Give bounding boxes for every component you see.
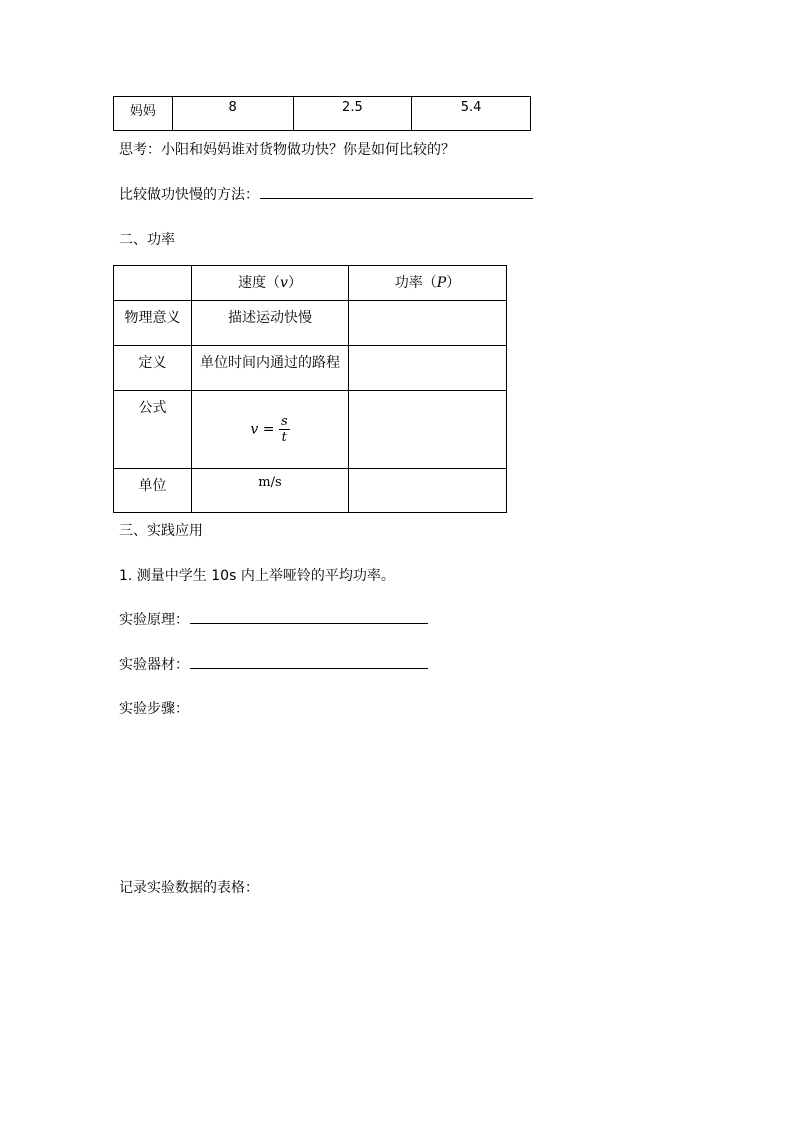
speed-power-table xyxy=(113,265,507,513)
record-table-label: 记录实验数据的表格： xyxy=(119,880,259,896)
table-row xyxy=(114,301,507,346)
equipment-label: 实验器材： xyxy=(119,657,189,673)
answer-line xyxy=(190,623,428,624)
formula-eq: = xyxy=(262,421,275,438)
power-cell xyxy=(349,301,507,346)
table-row xyxy=(114,391,507,469)
table-row xyxy=(114,469,507,513)
answer-line xyxy=(260,198,533,199)
table-header-power: 功率（P） xyxy=(349,266,507,301)
power-cell xyxy=(349,391,507,469)
table-cell-name: 妈妈 xyxy=(114,97,173,131)
speed-cell: 单位时间内通过的路程 xyxy=(192,346,349,391)
data-table-continued xyxy=(113,96,531,131)
principle-label: 实验原理： xyxy=(119,612,189,628)
table-header-row xyxy=(114,266,507,301)
compare-method-label: 比较做功快慢的方法： xyxy=(119,187,259,203)
speed-cell: m/s xyxy=(192,469,349,513)
formula-denominator: t xyxy=(281,430,287,445)
formula-fraction xyxy=(279,414,290,445)
row-label: 公式 xyxy=(114,391,192,469)
table-cell: 8 xyxy=(172,97,293,131)
speed-formula-cell xyxy=(192,391,349,469)
power-cell xyxy=(349,469,507,513)
answer-line xyxy=(190,668,428,669)
table-cell: 2.5 xyxy=(293,97,412,131)
formula-numerator: s xyxy=(280,414,288,429)
table-header-speed: 速度（v） xyxy=(192,266,349,301)
formula-lhs: v xyxy=(250,421,259,438)
row-label: 物理意义 xyxy=(114,301,192,346)
steps-label: 实验步骤： xyxy=(119,701,189,717)
section-title-practice: 三、实践应用 xyxy=(119,523,203,539)
table-header-empty xyxy=(114,266,192,301)
row-label: 单位 xyxy=(114,469,192,513)
practice-item-1: 1. 测量中学生 10s 内上举哑铃的平均功率。 xyxy=(119,568,395,584)
power-cell xyxy=(349,346,507,391)
table-row xyxy=(114,346,507,391)
table-cell: 5.4 xyxy=(412,97,531,131)
speed-cell: 描述运动快慢 xyxy=(192,301,349,346)
think-question: 思考：小阳和妈妈谁对货物做功快？你是如何比较的？ xyxy=(119,142,455,158)
table-row xyxy=(114,97,531,131)
row-label: 定义 xyxy=(114,346,192,391)
section-title-power: 二、功率 xyxy=(119,232,175,248)
